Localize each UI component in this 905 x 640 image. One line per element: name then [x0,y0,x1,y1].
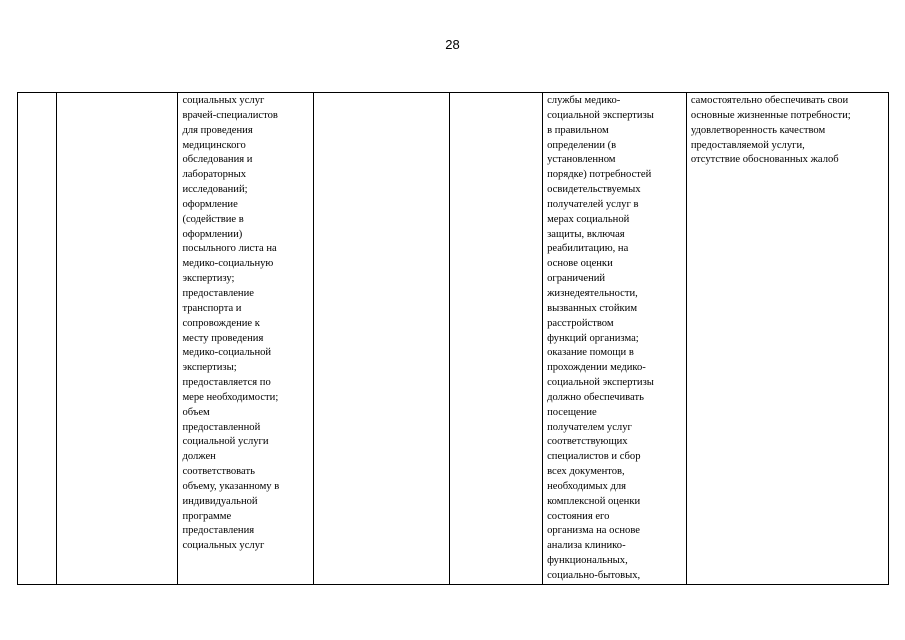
cell-text: социальных услуг врачей-специалистов для проведения медицинского обследования и лабораторных исследований; оформление (содействие в оформлении) посыльного листа на медико-социальную экспертизу; предоставление транспорта и сопровождение к месту проведения медико-социальной экспертизы; предоставляется по мере необходимости; объем предоставленной социальной услуги должен соответствовать объему, указанному в индивидуальной программе предоставления социальных услуг [182,95,280,552]
page-number: 28 [445,37,460,52]
table-cell-funding [450,93,543,585]
services-table [17,92,889,585]
cell-text: самостоятельно обеспечивать свои основные жизненные потребности; удовлетворенность качеством предоставляемой услуги, отсутствие обоснованных жалоб [690,95,851,166]
table-cell-service-name [56,93,178,585]
table-cell-conditions [543,93,687,585]
table-cell-timeframe [313,93,449,585]
table-cell-service-description [178,93,313,585]
cell-text: службы медико- социальной экспертизы в правильном определении (в установленном порядке) потребностей освидетельствуемых получателей услуг в мерах социальной защиты, включая реабилитацию, на основе оценки ограничений жизнедеятельности, вызванных стойким расстройством функций организма; оказание помощи в прохождении медико- социальной экспертизы должно обеспечивать посещение получателем услуг соответствующих специалистов и сбор всех документов, необходимых для комплексной оценки состояния его организма на основе анализа клинико- функциональных, социально-бытовых, [547,95,654,581]
table-row [18,93,889,585]
table-cell-number [18,93,57,585]
table-cell-quality-indicators [686,93,888,585]
